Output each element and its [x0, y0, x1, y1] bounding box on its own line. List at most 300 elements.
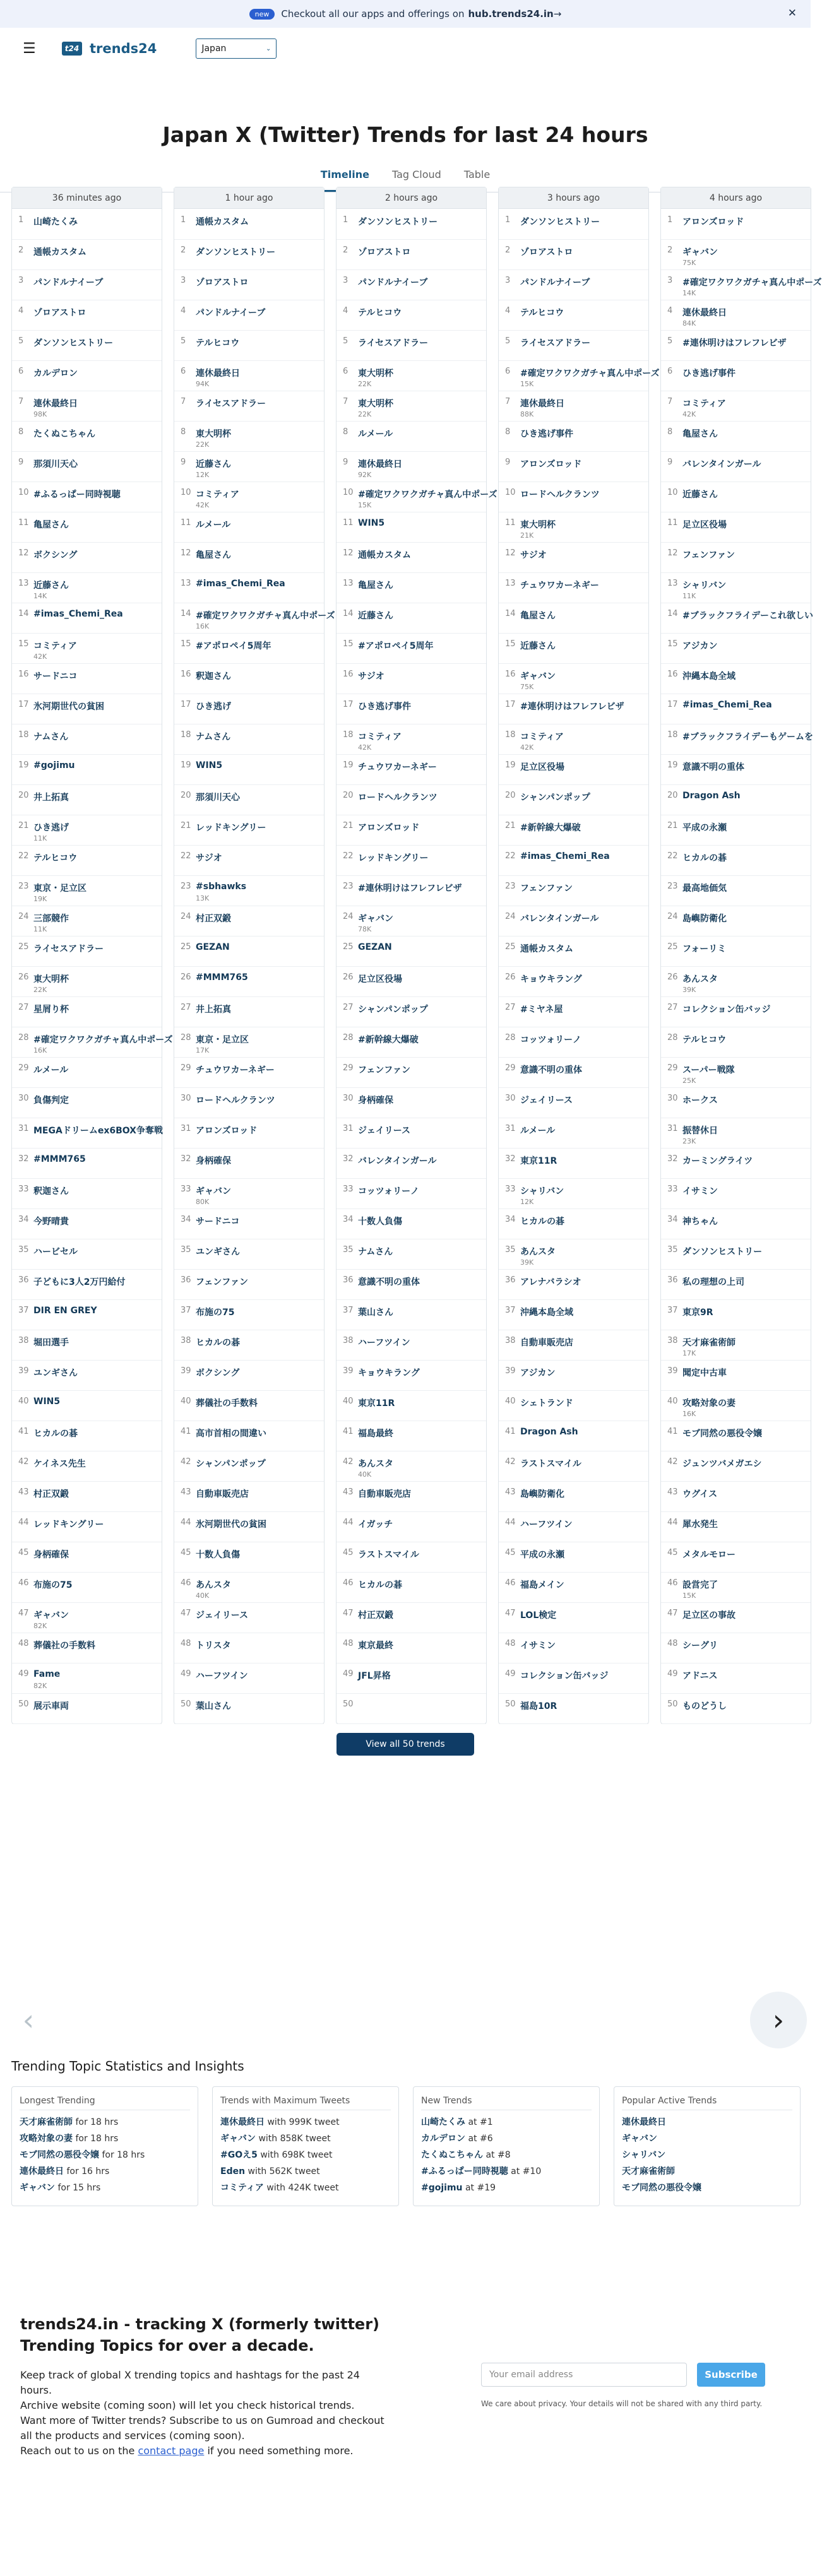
trend-link[interactable]: #imas_Chemi_Rea	[33, 609, 123, 619]
trend-link[interactable]: チュウワカーネギー	[196, 1065, 275, 1075]
trend-link[interactable]: 福島最終	[358, 1429, 393, 1439]
trend-link[interactable]: 高市首相の間違い	[196, 1429, 266, 1439]
stats-trend-link[interactable]: 山崎たくみ	[421, 2117, 465, 2127]
trend-link[interactable]: ヒカルの碁	[358, 1580, 402, 1590]
trend-link[interactable]: ライセスアドラー	[196, 399, 266, 409]
trend-link[interactable]: 布施の75	[196, 1308, 235, 1318]
stats-trend-link[interactable]: たくぬこちゃん	[421, 2150, 483, 2160]
trend-link[interactable]: レッドキングリー	[33, 1520, 104, 1530]
contact-link[interactable]: contact page	[138, 2445, 205, 2457]
trend-link[interactable]: メタルモロー	[682, 1550, 736, 1560]
trend-link[interactable]: 十数人負傷	[358, 1217, 402, 1227]
trend-link[interactable]: MEGAドリームex6BOX争奪戦	[33, 1126, 163, 1136]
trend-link[interactable]: 天才麻雀術師	[682, 1338, 736, 1348]
trend-link[interactable]: #確定ワクワクガチャ真ん中ポーズ	[358, 490, 497, 500]
close-icon[interactable]: ✕	[787, 7, 797, 20]
email-input[interactable]: Your email address	[481, 2363, 687, 2387]
trend-link[interactable]: 那須川天心	[196, 793, 240, 803]
trend-link[interactable]: ダンソンヒストリー	[520, 217, 600, 227]
chevron-right-icon[interactable]: ›	[750, 1992, 807, 2048]
trend-link[interactable]: #imas_Chemi_Rea	[682, 700, 772, 710]
trend-link[interactable]: 最高地価気	[682, 883, 727, 894]
trend-link[interactable]: ダンソンヒストリー	[682, 1247, 763, 1257]
trend-link[interactable]: 連休最終日	[520, 399, 564, 409]
trend-link[interactable]: ひき逃げ事件	[358, 702, 411, 712]
stats-trend-link[interactable]: 連休最終日	[220, 2117, 265, 2127]
trend-link[interactable]: 近藤さん	[33, 581, 69, 591]
trend-link[interactable]: #連休明けはフレフレビザ	[682, 338, 787, 348]
stats-trend-link[interactable]: ギャバン	[622, 2134, 657, 2144]
trend-link[interactable]: ナムさん	[358, 1247, 393, 1257]
trend-link[interactable]: 東大明杯	[358, 369, 393, 379]
trend-link[interactable]: #ブラックフライデーもゲームを	[682, 732, 814, 742]
trend-link[interactable]: ゾロアストロ	[358, 247, 411, 257]
trend-row	[174, 603, 335, 634]
trend-link[interactable]: #新幹線大爆破	[358, 1035, 419, 1045]
trend-link[interactable]: #連休明けはフレフレビザ	[520, 702, 624, 712]
trend-link[interactable]: 沖縄本島全域	[682, 671, 736, 682]
trend-link[interactable]: 村正双鍛	[196, 914, 231, 924]
trend-link[interactable]: ゾロアストロ	[196, 278, 249, 288]
trend-link[interactable]: アロンズロッド	[196, 1126, 258, 1136]
trend-link[interactable]: 東大明杯	[196, 429, 231, 439]
trend-link[interactable]: あんスタ	[358, 1459, 393, 1469]
trend-link[interactable]: 氷河期世代の貧困	[33, 702, 104, 712]
trend-link[interactable]: Dragon Ash	[682, 791, 741, 801]
trend-link[interactable]: 布施の75	[33, 1580, 73, 1590]
trend-link[interactable]: アロンズロッド	[520, 459, 582, 470]
tab-timeline[interactable]: Timeline	[309, 168, 381, 192]
trend-link[interactable]: ユンギさん	[33, 1368, 78, 1378]
trend-link[interactable]: ハービセル	[33, 1247, 78, 1257]
trend-link[interactable]: コレクション缶バッジ	[520, 1671, 609, 1681]
trend-link[interactable]: 聞定中古車	[682, 1368, 727, 1378]
trend-link[interactable]: ハーフツイン	[520, 1520, 573, 1530]
trend-link[interactable]: Dragon Ash	[520, 1427, 578, 1437]
trend-link[interactable]: #連休明けはフレフレビザ	[358, 883, 462, 894]
trend-link[interactable]: ライセスアドラー	[358, 338, 429, 348]
stats-trend-link[interactable]: ギャバン	[20, 2183, 55, 2193]
trend-link[interactable]: 三部競作	[33, 914, 69, 924]
trend-link[interactable]: たくぬこちゃん	[33, 429, 95, 439]
stats-trend-link[interactable]: #ふるっぱー同時視聴	[421, 2166, 508, 2177]
stats-trend-link[interactable]: #GOえ5	[220, 2150, 258, 2160]
trend-link[interactable]: イサミン	[520, 1641, 556, 1651]
trend-link[interactable]: サードニコ	[33, 671, 78, 682]
trend-link[interactable]: ひき逃げ事件	[520, 429, 573, 439]
trend-link[interactable]: チュウワカーネギー	[520, 581, 599, 591]
trend-link[interactable]: ジュンツバメガエシ	[682, 1459, 762, 1469]
trend-link[interactable]: #アポロペイ5周年	[196, 641, 271, 651]
stats-trend-link[interactable]: コミティア	[220, 2183, 264, 2193]
trend-link[interactable]: ヒカルの碁	[520, 1217, 564, 1227]
trend-link[interactable]: カーミングライツ	[682, 1156, 753, 1166]
trend-link[interactable]: 設営完了	[682, 1580, 718, 1590]
trend-link[interactable]: 井上拓真	[196, 1005, 231, 1015]
trend-link[interactable]: ルメール	[358, 429, 393, 439]
trend-link[interactable]: #ミヤネ屋	[520, 1005, 563, 1015]
trend-link[interactable]: ギャバン	[358, 914, 393, 924]
trend-link[interactable]: シャンパンポップ	[520, 793, 590, 803]
trend-link[interactable]: シャンパンポップ	[358, 1005, 428, 1015]
trend-link[interactable]: テルヒコウ	[33, 853, 78, 863]
trend-link[interactable]: テルヒコウ	[358, 308, 402, 318]
trend-rank: 29	[343, 1063, 354, 1073]
trend-link[interactable]: サジオ	[196, 853, 222, 863]
banner-link[interactable]: hub.trends24.in	[468, 8, 554, 20]
trend-link[interactable]: 村正双鍛	[358, 1610, 393, 1621]
trend-link[interactable]: ジェイリース	[520, 1096, 573, 1106]
trend-link[interactable]: 島嶼防衛化	[682, 914, 727, 924]
trend-link[interactable]: #gojimu	[33, 760, 75, 771]
trend-link[interactable]: 平成の永瀬	[682, 823, 727, 833]
trend-link[interactable]: 東大明杯	[520, 520, 556, 530]
trend-link[interactable]: WIN5	[358, 518, 385, 528]
trend-link[interactable]: 葉山さん	[358, 1308, 393, 1318]
stats-trend-link[interactable]: #gojimu	[421, 2183, 463, 2193]
trend-link[interactable]: #確定ワクワクガチャ真ん中ポーズ	[682, 278, 822, 288]
trend-link[interactable]: 山崎たくみ	[33, 217, 78, 227]
trend-link[interactable]: アロンズロッド	[358, 823, 420, 833]
trend-link[interactable]: ヒカルの碁	[33, 1429, 78, 1439]
trend-link[interactable]: 堀田選手	[33, 1338, 69, 1348]
trend-link[interactable]: シャリバン	[682, 581, 727, 591]
trend-link[interactable]: あんスタ	[520, 1247, 556, 1257]
trend-link[interactable]: イガッチ	[358, 1520, 393, 1530]
trend-link[interactable]: 平成の永瀬	[520, 1550, 564, 1560]
stats-trend-link[interactable]: 連休最終日	[20, 2166, 64, 2177]
trend-link[interactable]: 東大明杯	[33, 974, 69, 984]
trend-link[interactable]: ライセスアドラー	[33, 944, 104, 954]
trend-link[interactable]: LOL検定	[520, 1610, 557, 1621]
trend-link[interactable]: 東京・足立区	[33, 883, 86, 894]
trend-link[interactable]: 通帳カスタム	[196, 217, 249, 227]
trend-link[interactable]: #確定ワクワクガチャ真ん中ポーズ	[33, 1035, 173, 1045]
trend-link[interactable]: あんスタ	[682, 974, 718, 984]
trend-link[interactable]: ルメール	[33, 1065, 69, 1075]
trend-link[interactable]: #アポロペイ5周年	[358, 641, 434, 651]
trend-link[interactable]: 通帳カスタム	[520, 944, 573, 954]
trend-link[interactable]: ダンソンヒストリー	[196, 247, 276, 257]
trend-link[interactable]: 身柄確保	[33, 1550, 69, 1560]
trend-link[interactable]: アレナバラシオ	[520, 1277, 581, 1287]
trend-link[interactable]: 身柄確保	[196, 1156, 231, 1166]
trend-link[interactable]: 連休最終日	[682, 308, 727, 318]
trend-link[interactable]: フェンファン	[520, 883, 573, 894]
trend-link[interactable]: 自動車販売店	[196, 1489, 249, 1499]
country-select[interactable]	[196, 38, 277, 59]
trend-link[interactable]: シャリバン	[520, 1186, 564, 1196]
stats-trend-link[interactable]: Eden	[220, 2166, 246, 2177]
trend-link[interactable]: ラストスマイル	[520, 1459, 581, 1469]
trend-link[interactable]: モブ同然の悪役令嬢	[682, 1429, 762, 1439]
trend-link[interactable]: 連休最終日	[358, 459, 402, 470]
trend-link[interactable]: ナムさん	[196, 732, 231, 742]
trend-link[interactable]: 近藤さん	[682, 490, 718, 500]
trend-link[interactable]: コミティア	[520, 732, 564, 742]
trend-link[interactable]: GEZAN	[196, 942, 230, 952]
trend-link[interactable]: ルメール	[520, 1126, 556, 1136]
trend-link[interactable]: チュウワカーネギー	[358, 762, 437, 772]
stats-trend-link[interactable]: 天才麻雀術師	[622, 2166, 675, 2177]
trend-link[interactable]: コレクション缶バッジ	[682, 1005, 771, 1015]
trend-link[interactable]: 亀屋さん	[196, 550, 231, 560]
trend-link[interactable]: バレンタインガール	[682, 459, 761, 470]
trend-link[interactable]: 足立区役場	[358, 974, 402, 984]
trend-link[interactable]: テルヒコウ	[196, 338, 240, 348]
trend-link[interactable]: 東大明杯	[358, 399, 393, 409]
trend-row	[12, 1361, 162, 1391]
trend-link[interactable]: 犀水発生	[682, 1520, 718, 1530]
trend-link[interactable]: 東京最終	[358, 1641, 393, 1651]
trend-link[interactable]: テルヒコウ	[520, 308, 564, 318]
trend-rank: 21	[505, 821, 516, 830]
stats-trend-link[interactable]: カルデロン	[421, 2134, 465, 2144]
trend-link[interactable]: 近藤さん	[358, 611, 393, 621]
trend-link[interactable]: ギャバン	[682, 247, 718, 257]
trend-link[interactable]: 島嶼防衛化	[520, 1489, 564, 1499]
stats-detail: for 18 hrs	[99, 2150, 145, 2160]
trend-link[interactable]: 私の理想の上司	[682, 1277, 744, 1287]
trend-link[interactable]: 身柄確保	[358, 1096, 393, 1106]
trend-link[interactable]: ギャバン	[196, 1186, 231, 1196]
subscribe-button[interactable]: Subscribe	[697, 2363, 765, 2387]
trend-link[interactable]: 連休最終日	[196, 369, 240, 379]
trend-link[interactable]: 福島10R	[520, 1701, 557, 1711]
trend-row	[499, 512, 648, 543]
trend-link[interactable]: 氷河期世代の貧困	[196, 1520, 266, 1530]
trend-link[interactable]: アジカン	[682, 641, 718, 651]
trend-link[interactable]: 通帳カスタム	[33, 247, 86, 257]
trend-row	[174, 422, 324, 452]
trend-link[interactable]: 足立区役場	[682, 520, 727, 530]
trend-link[interactable]: ユンギさん	[196, 1247, 240, 1257]
trend-link[interactable]: 亀屋さん	[33, 520, 69, 530]
trend-link[interactable]: #新幹線大爆破	[520, 823, 581, 833]
trend-link[interactable]: ロードヘルクランツ	[520, 490, 600, 500]
stats-trend-link[interactable]: ギャバン	[220, 2134, 256, 2144]
trend-link[interactable]: パンドルナイーブ	[33, 278, 104, 288]
stats-trend-link[interactable]: シャリバン	[622, 2150, 666, 2160]
trend-link[interactable]: 連休最終日	[33, 399, 78, 409]
trend-link[interactable]: 神ちゃん	[682, 1217, 718, 1227]
trend-rank: 44	[505, 1518, 516, 1527]
trend-link[interactable]: フォーリミ	[682, 944, 727, 954]
trend-link[interactable]: ひき逃げ事件	[682, 369, 736, 379]
trend-link[interactable]: アロンズロッド	[682, 217, 744, 227]
trend-link[interactable]: 近藤さん	[196, 459, 231, 470]
stats-trend-link[interactable]: 連休最終日	[622, 2117, 666, 2127]
trend-link[interactable]: あんスタ	[196, 1580, 231, 1590]
trend-link[interactable]: WIN5	[196, 760, 223, 771]
trend-link[interactable]: パンドルナイーブ	[358, 278, 428, 288]
trend-link[interactable]: 自動車販売店	[358, 1489, 411, 1499]
trend-link[interactable]: ゾロアストロ	[520, 247, 573, 257]
trend-link[interactable]: サジオ	[520, 550, 547, 560]
trend-link[interactable]: ウグイス	[682, 1489, 718, 1499]
trend-link[interactable]: 井上拓真	[33, 793, 69, 803]
trend-link[interactable]: ギャバン	[33, 1610, 69, 1621]
trend-link[interactable]: GEZAN	[358, 942, 392, 952]
stats-title: Trending Topic Statistics and Insights	[11, 2059, 244, 2074]
trend-rank: 19	[667, 760, 678, 770]
trend-link[interactable]: ダンソンヒストリー	[33, 338, 114, 348]
trend-link[interactable]: コッツォリーノ	[520, 1035, 581, 1045]
trend-link[interactable]: #確定ワクワクガチャ真ん中ポーズ	[520, 369, 660, 379]
trend-link[interactable]: 葬儀社の手数料	[33, 1641, 95, 1651]
trend-link[interactable]: ヒカルの碁	[682, 853, 727, 863]
trend-link[interactable]: 亀屋さん	[682, 429, 718, 439]
trend-link[interactable]: アドニス	[682, 1671, 718, 1681]
trend-link[interactable]: キョウキラング	[520, 974, 582, 984]
trend-link[interactable]: 十数人負傷	[196, 1550, 240, 1560]
trend-row	[337, 1512, 486, 1542]
stats-trend-link[interactable]: 攻略対象の妻	[20, 2134, 73, 2144]
trend-link[interactable]: 星屑り杯	[33, 1005, 69, 1015]
tab-table[interactable]: Table	[463, 168, 491, 180]
trend-link[interactable]: #ふるっぱー同時視聴	[33, 490, 121, 500]
trend-link[interactable]: ギャバン	[520, 671, 556, 682]
trend-link[interactable]: #MMM765	[196, 972, 248, 983]
trend-link[interactable]: レッドキングリー	[196, 823, 266, 833]
trend-link[interactable]: カルデロン	[33, 369, 78, 379]
logo[interactable]	[62, 41, 157, 56]
trend-link[interactable]: DIR EN GREY	[33, 1306, 97, 1316]
trend-link[interactable]: レッドキングリー	[358, 853, 429, 863]
trend-link[interactable]: ジェイリース	[358, 1126, 411, 1136]
trend-link[interactable]: ルメール	[196, 520, 231, 530]
trend-link[interactable]: パンドルナイーブ	[520, 278, 590, 288]
trend-link[interactable]: 通帳カスタム	[358, 550, 411, 560]
trend-link[interactable]: 釈迦さん	[33, 1186, 69, 1196]
trend-link[interactable]: #MMM765	[33, 1154, 86, 1164]
trend-link[interactable]: ヒカルの碁	[196, 1338, 240, 1348]
trend-link[interactable]: ものどうし	[682, 1701, 727, 1711]
trend-link[interactable]: ホークス	[682, 1096, 718, 1106]
trend-link[interactable]: アジカン	[520, 1368, 556, 1378]
trend-link[interactable]: フェンファン	[682, 550, 736, 560]
trend-link[interactable]: 意識不明の重体	[358, 1277, 420, 1287]
trend-link[interactable]: 東京11R	[520, 1156, 557, 1166]
trend-link[interactable]: WIN5	[33, 1397, 61, 1407]
trend-link[interactable]: 近藤さん	[520, 641, 556, 651]
trend-link[interactable]: 子どもに3人2万円給付	[33, 1277, 126, 1287]
trend-link[interactable]: バレンタインガール	[358, 1156, 437, 1166]
trend-link[interactable]: 意識不明の重体	[520, 1065, 582, 1075]
trend-link[interactable]: 足立区の事故	[682, 1610, 736, 1621]
trend-link[interactable]: コミティア	[682, 399, 726, 409]
trend-link[interactable]: ひき逃げ	[33, 823, 69, 833]
stats-trend-link[interactable]: モブ同然の悪役令嬢	[20, 2150, 99, 2160]
stats-item	[421, 2147, 592, 2163]
trend-link[interactable]: ジェイリース	[196, 1610, 249, 1621]
trend-link[interactable]: 足立区役場	[520, 762, 564, 772]
trend-link[interactable]: コッツォリーノ	[358, 1186, 419, 1196]
stats-item	[220, 2114, 391, 2130]
trend-link[interactable]: コミティア	[33, 641, 77, 651]
stats-trend-link[interactable]: モブ同然の悪役令嬢	[622, 2183, 701, 2193]
trend-link[interactable]: サジオ	[358, 671, 384, 682]
trend-link[interactable]: ナムさん	[33, 732, 69, 742]
trend-link[interactable]: 沖縄本島全域	[520, 1308, 573, 1318]
trend-link[interactable]: 東京9R	[682, 1308, 713, 1318]
menu-icon[interactable]: ☰	[23, 40, 36, 57]
trend-link[interactable]: 東京11R	[358, 1398, 395, 1409]
trend-link[interactable]: シーグリ	[682, 1641, 718, 1651]
trend-link[interactable]: 攻略対象の妻	[682, 1398, 736, 1409]
trend-link[interactable]: シャンパンポップ	[196, 1459, 266, 1469]
trend-link[interactable]: 村正双鍛	[33, 1489, 69, 1499]
trend-link[interactable]: 負傷判定	[33, 1096, 69, 1106]
trend-link[interactable]: キョウキラング	[358, 1368, 420, 1378]
trend-row	[661, 785, 811, 815]
trend-link[interactable]: フェンファン	[196, 1277, 249, 1287]
trend-link[interactable]: パンドルナイーブ	[196, 308, 266, 318]
trend-link[interactable]: 亀屋さん	[358, 581, 393, 591]
trend-link[interactable]: #imas_Chemi_Rea	[520, 851, 610, 861]
trend-link[interactable]: ロードヘルクランツ	[196, 1096, 275, 1106]
trend-link[interactable]: ケイネス先生	[33, 1459, 86, 1469]
trend-link[interactable]: スーパー戦隊	[682, 1065, 735, 1075]
trend-rank: 9	[343, 458, 348, 467]
trend-link[interactable]: 今野晴貴	[33, 1217, 69, 1227]
trend-link[interactable]: コミティア	[358, 732, 402, 742]
trend-link[interactable]: 意識不明の重体	[682, 762, 744, 772]
trend-link[interactable]: 展示車両	[33, 1701, 69, 1711]
trend-link[interactable]: JFL昇格	[358, 1671, 391, 1681]
tab-tag-cloud[interactable]: Tag Cloud	[391, 168, 441, 180]
trend-link[interactable]: コミティア	[196, 490, 239, 500]
trend-link[interactable]: バレンタインガール	[520, 914, 599, 924]
trend-link[interactable]: 自動車販売店	[520, 1338, 573, 1348]
trend-link[interactable]: 振替休日	[682, 1126, 718, 1136]
trend-link[interactable]: ダンソンヒストリー	[358, 217, 438, 227]
trend-link[interactable]: サードニコ	[196, 1217, 240, 1227]
trend-link[interactable]: フェンファン	[358, 1065, 411, 1075]
trend-link[interactable]: ライセスアドラー	[520, 338, 591, 348]
trend-link[interactable]: 東京・足立区	[196, 1035, 249, 1045]
trend-link[interactable]: 葬儀社の手数料	[196, 1398, 258, 1409]
trend-link[interactable]: 那須川天心	[33, 459, 78, 470]
trend-link[interactable]: Fame	[33, 1669, 61, 1679]
chevron-left-icon[interactable]: ‹	[22, 2003, 35, 2037]
trend-link[interactable]: 葉山さん	[196, 1701, 231, 1711]
trend-link[interactable]: テルヒコウ	[682, 1035, 727, 1045]
trend-link[interactable]: ハーフツイン	[358, 1338, 410, 1348]
trend-link[interactable]: 釈迦さん	[196, 671, 231, 682]
trend-link[interactable]: トリスタ	[196, 1641, 231, 1651]
trend-link[interactable]: #ブラックフライデーこれ欲しい	[682, 611, 814, 621]
trend-link[interactable]: 福島メイン	[520, 1580, 564, 1590]
view-all-button[interactable]: View all 50 trends	[337, 1733, 474, 1756]
trend-link[interactable]: イサミン	[682, 1186, 718, 1196]
navbar	[0, 28, 811, 69]
trend-link[interactable]: ボクシング	[196, 1368, 240, 1378]
stats-trend-link[interactable]: 天才麻雀術師	[20, 2117, 73, 2127]
trend-link[interactable]: ゾロアストロ	[33, 308, 86, 318]
trend-link[interactable]: ハーフツイン	[196, 1671, 248, 1681]
trend-link[interactable]: ラストスマイル	[358, 1550, 419, 1560]
trend-rank: 30	[667, 1094, 678, 1103]
trend-link[interactable]: #確定ワクワクガチャ真ん中ポーズ	[196, 611, 335, 621]
trend-link[interactable]: ロードヘルクランツ	[358, 793, 438, 803]
trend-link[interactable]: 亀屋さん	[520, 611, 556, 621]
trend-link[interactable]: ひき逃げ	[196, 702, 231, 712]
trend-link[interactable]: ボクシング	[33, 550, 78, 560]
trend-link[interactable]: #sbhawks	[196, 882, 247, 892]
trend-link[interactable]: #imas_Chemi_Rea	[196, 579, 285, 589]
trend-link[interactable]: シェトランド	[520, 1398, 573, 1409]
